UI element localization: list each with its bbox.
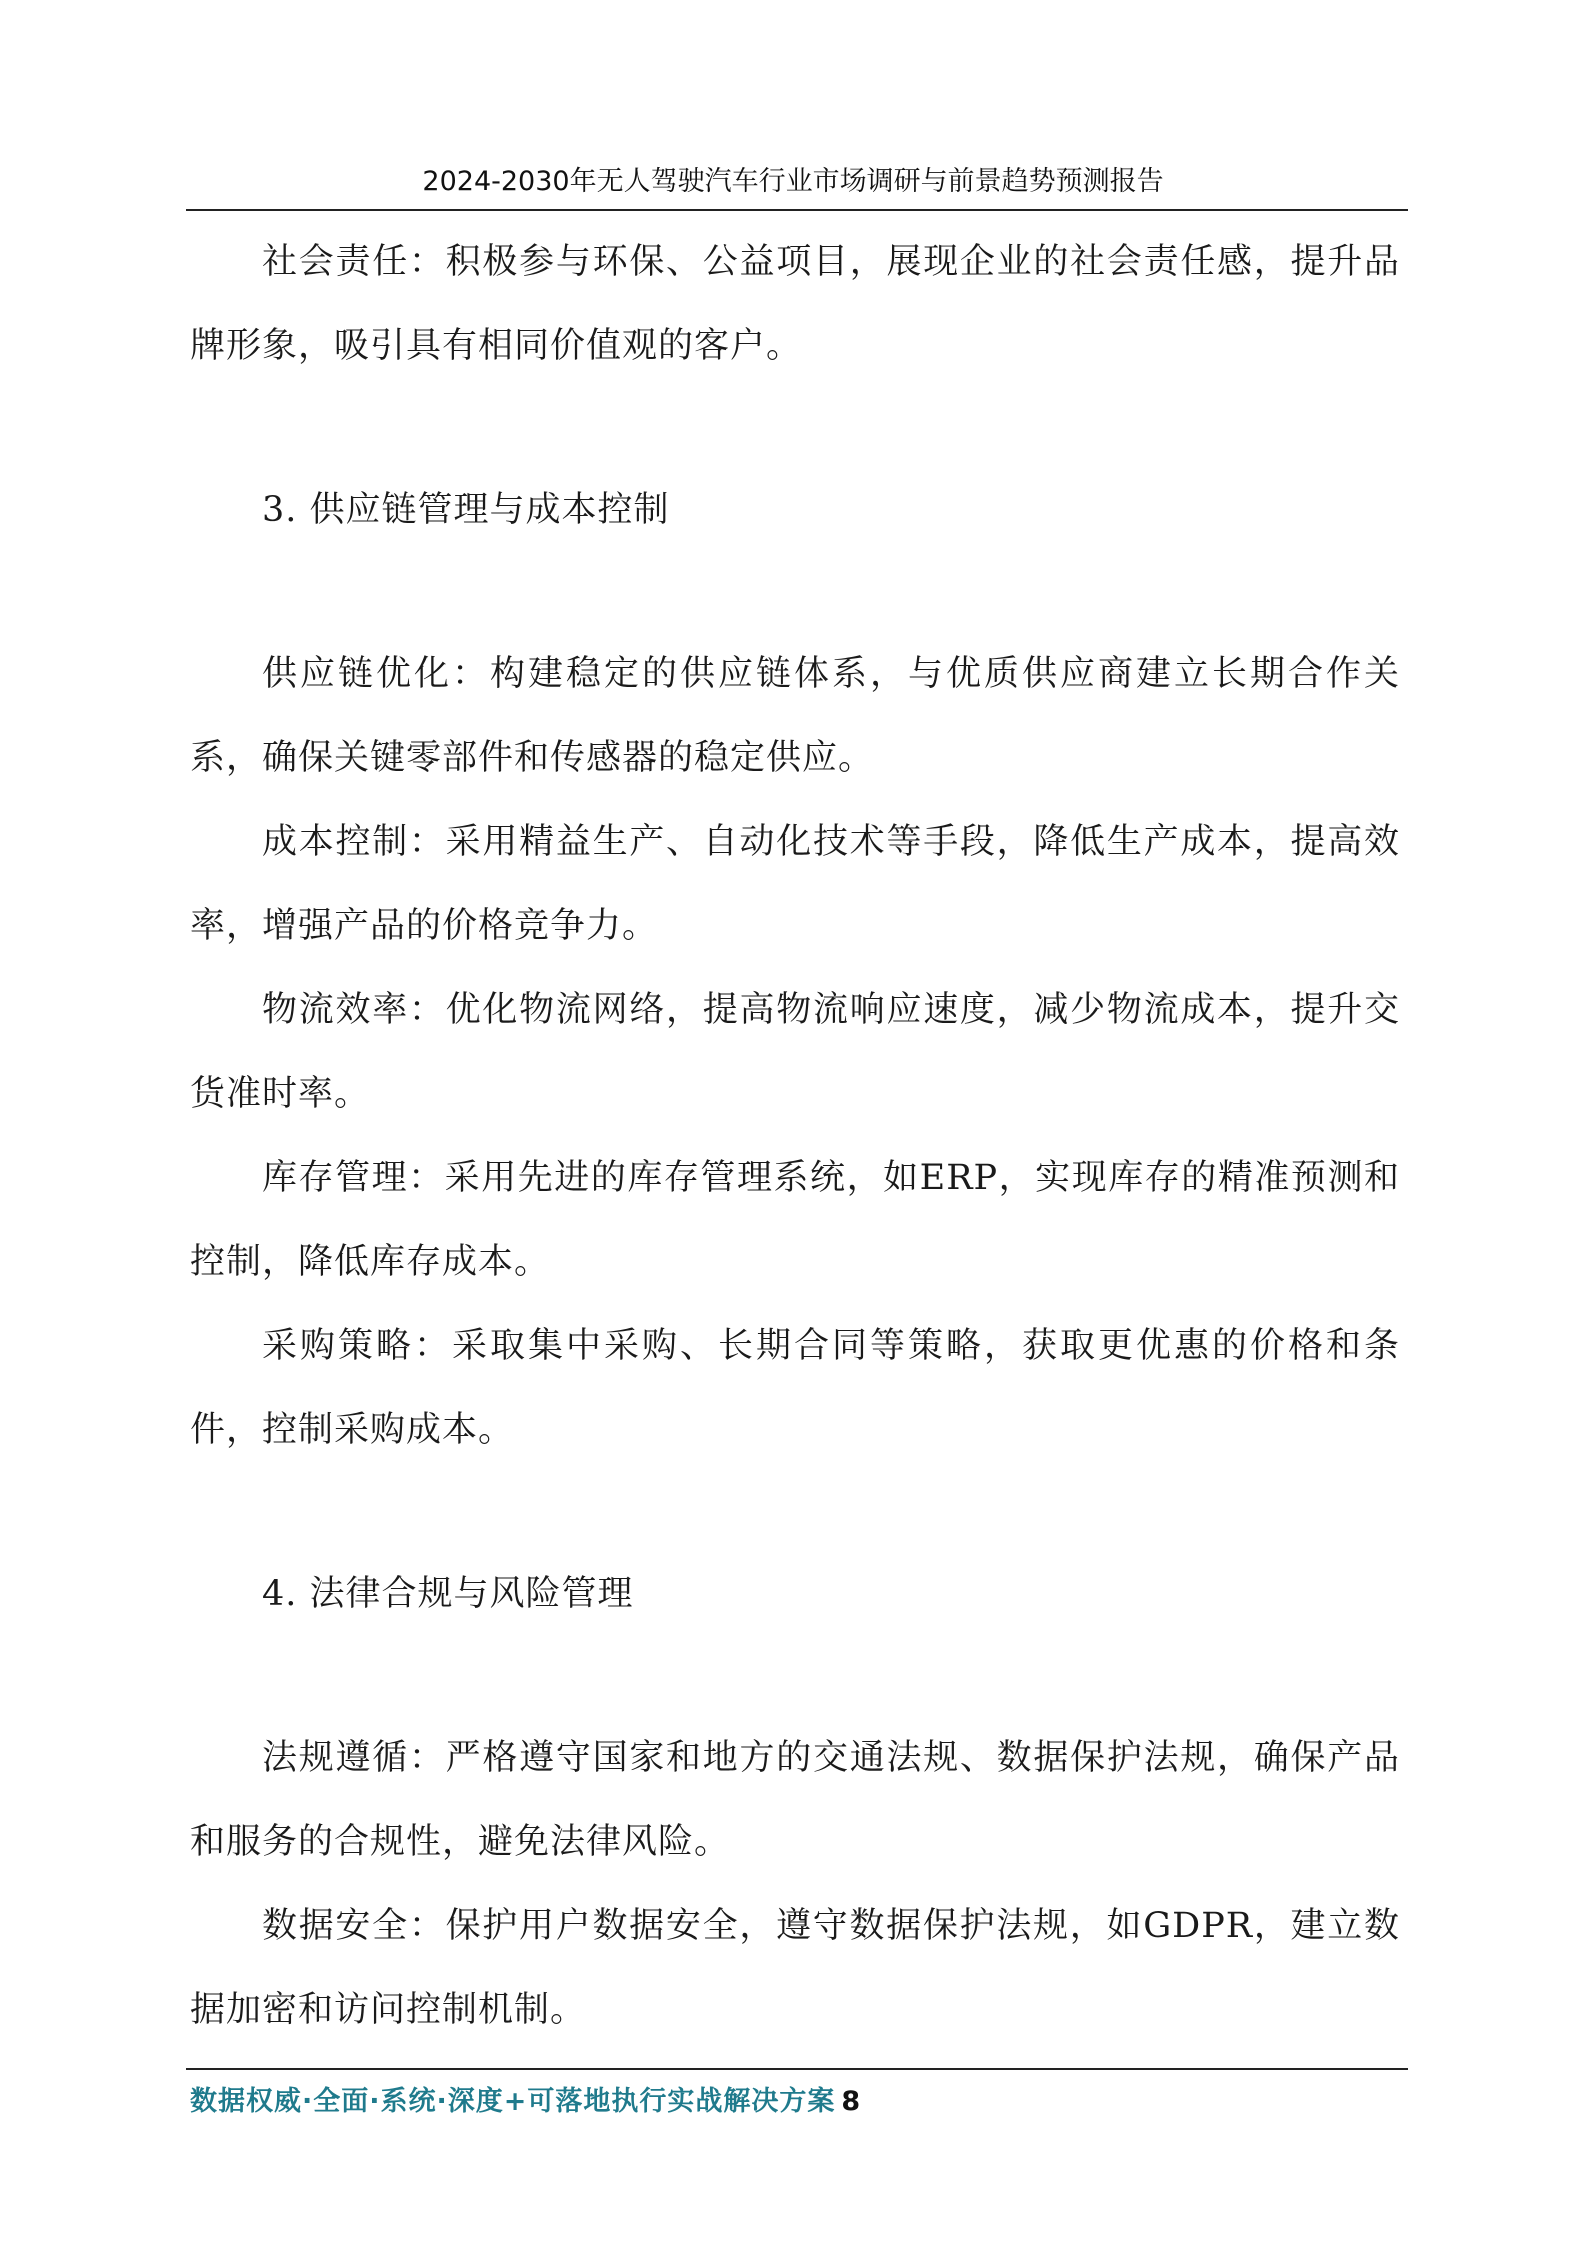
paragraph-cost-control: 成本控制：采用精益生产、自动化技术等手段，降低生产成本，提高效率，增强产品的价格竞争力。 (190, 822, 1400, 946)
paragraph-purchasing: 采购策略：采取集中采购、长期合同等策略，获取更优惠的价格和条件，控制采购成本。 (190, 1326, 1400, 1450)
section-spacer (190, 1636, 1400, 1716)
page-number: 8 (841, 2086, 862, 2117)
footer-slogan: 数据权威·全面·系统·深度+可落地执行实战解决方案 (190, 2086, 836, 2117)
header-divider (186, 209, 1408, 211)
paragraph-regulation: 法规遵循：严格遵守国家和地方的交通法规、数据保护法规，确保产品和服务的合规性，避免法律风险。 (190, 1738, 1400, 1862)
footer-divider (186, 2068, 1408, 2070)
paragraph-supply-chain: 供应链优化：构建稳定的供应链体系，与优质供应商建立长期合作关系，确保关键零部件和传感器的稳定供应。 (190, 654, 1400, 778)
paragraph-inventory: 库存管理：采用先进的库存管理系统，如ERP，实现库存的精准预测和控制，降低库存成本。 (190, 1158, 1400, 1282)
paragraph-data-security: 数据安全：保护用户数据安全，遵守数据保护法规，如GDPR，建立数据加密和访问控制机制。 (190, 1906, 1400, 2030)
page-body (190, 220, 1400, 2052)
paragraph-logistics: 物流效率：优化物流网络，提高物流响应速度，减少物流成本，提升交货准时率。 (190, 990, 1400, 1114)
section-heading-3: 3. 供应链管理与成本控制 (262, 490, 670, 530)
section-spacer (190, 388, 1400, 468)
page-header-title: 2024-2030年无人驾驶汽车行业市场调研与前景趋势预测报告 (422, 166, 1164, 197)
section-spacer (190, 552, 1400, 632)
page-footer (190, 2084, 861, 2120)
section-spacer (190, 1472, 1400, 1552)
section-heading-4: 4. 法律合规与风险管理 (262, 1574, 634, 1614)
paragraph-social-responsibility: 社会责任：积极参与环保、公益项目，展现企业的社会责任感，提升品牌形象，吸引具有相同价值观的客户。 (190, 242, 1400, 366)
